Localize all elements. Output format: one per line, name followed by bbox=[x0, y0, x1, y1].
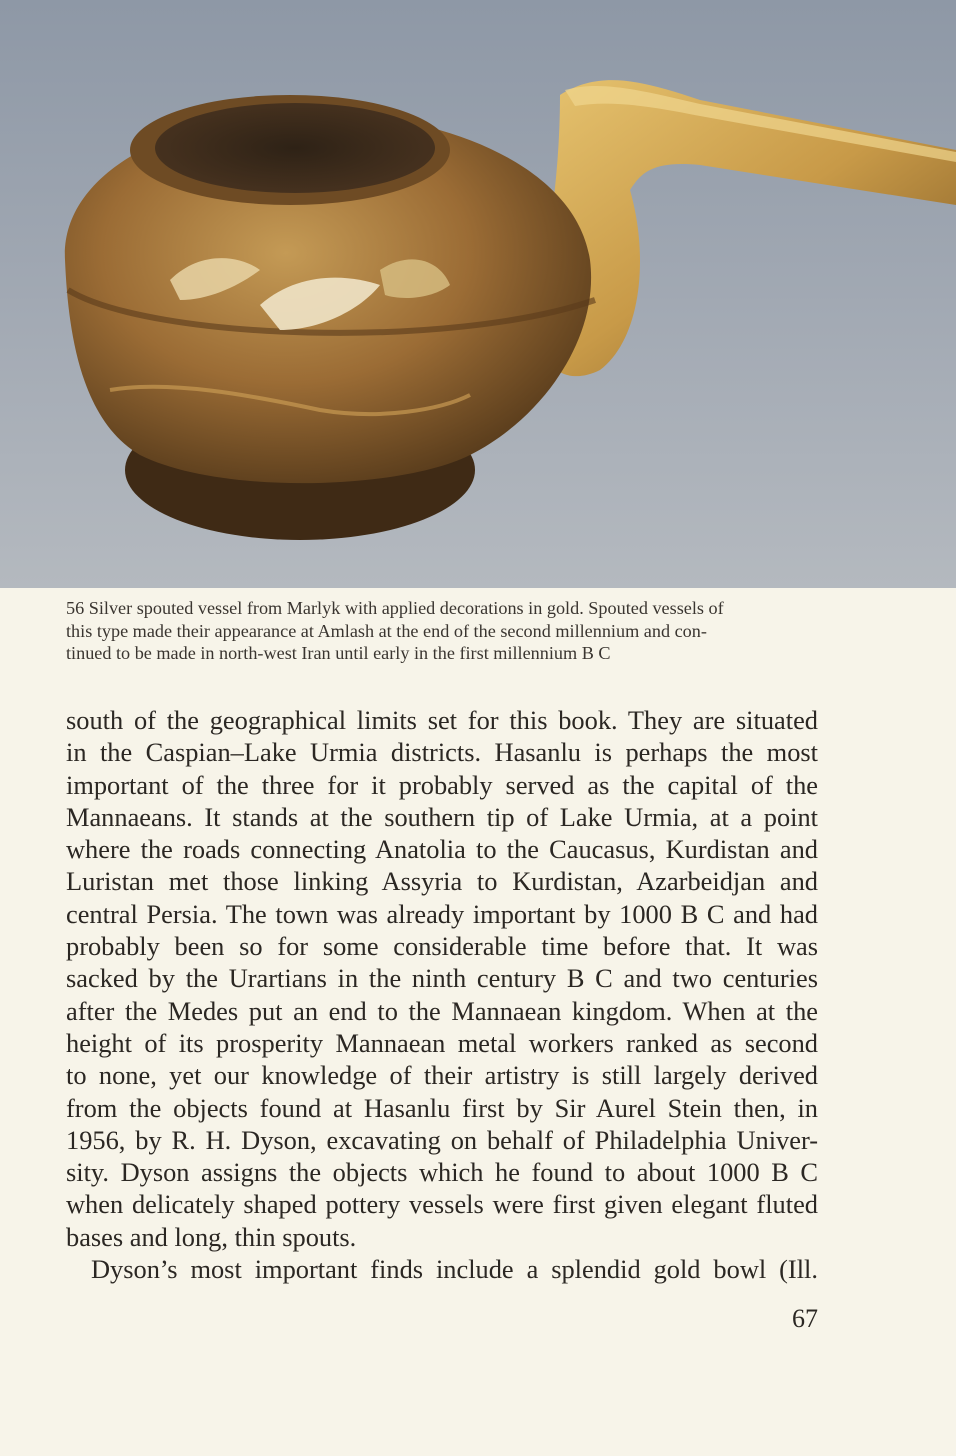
text-line: in the Caspian–Lake Urmia districts. Hasanlu is perhaps the most bbox=[66, 737, 818, 768]
text-line: probably been so for some considerable time before that. It was bbox=[66, 931, 818, 962]
caption-line: 56 Silver spouted vessel from Marlyk with applied decorations in gold. Spouted vessels of bbox=[66, 598, 724, 618]
text-line: when delicately shaped pottery vessels were first given elegant fluted bbox=[66, 1189, 818, 1220]
text-line: central Persia. The town was already important by 1000 B C and had bbox=[66, 898, 818, 929]
text-line: after the Medes put an end to the Mannaean kingdom. When at the bbox=[66, 995, 818, 1026]
text-line: Luristan met those linking Assyria to Kurdistan, Azarbeidjan and bbox=[66, 866, 818, 897]
figure-caption bbox=[66, 597, 926, 665]
body-paragraphs bbox=[66, 704, 818, 1285]
text-line: important of the three for it probably served as the capital of the bbox=[66, 769, 818, 800]
text-line: to none, yet our knowledge of their artistry is still largely derived bbox=[66, 1060, 818, 1091]
text-line: south of the geographical limits set for this book. They are situated bbox=[66, 705, 818, 735]
text-line: bases and long, thin spouts. bbox=[66, 1221, 357, 1252]
page-number: 67 bbox=[792, 1304, 818, 1333]
text-line: from the objects found at Hasanlu first by Sir Aurel Stein then, in bbox=[66, 1092, 818, 1123]
text-line: sity. Dyson assigns the objects which he found to about 1000 B C bbox=[66, 1157, 818, 1188]
text-line: 1956, by R. H. Dyson, excavating on behalf of Philadelphia Univer- bbox=[66, 1124, 818, 1155]
text-line: Dyson’s most important finds include a splendid gold bowl (Ill. bbox=[91, 1254, 818, 1285]
text-line: Mannaeans. It stands at the southern tip of Lake Urmia, at a point bbox=[66, 801, 818, 832]
vessel-photo bbox=[0, 0, 956, 588]
caption-line: tinued to be made in north-west Iran until early in the first millennium B C bbox=[66, 643, 611, 663]
caption-line: this type made their appearance at Amlash at the end of the second millennium and con- bbox=[66, 620, 707, 641]
text-line: where the roads connecting Anatolia to the Caucasus, Kurdistan and bbox=[66, 834, 818, 865]
text-line: sacked by the Urartians in the ninth century B C and two centuries bbox=[66, 963, 818, 994]
text-line: height of its prosperity Mannaean metal workers ranked as second bbox=[66, 1027, 818, 1058]
